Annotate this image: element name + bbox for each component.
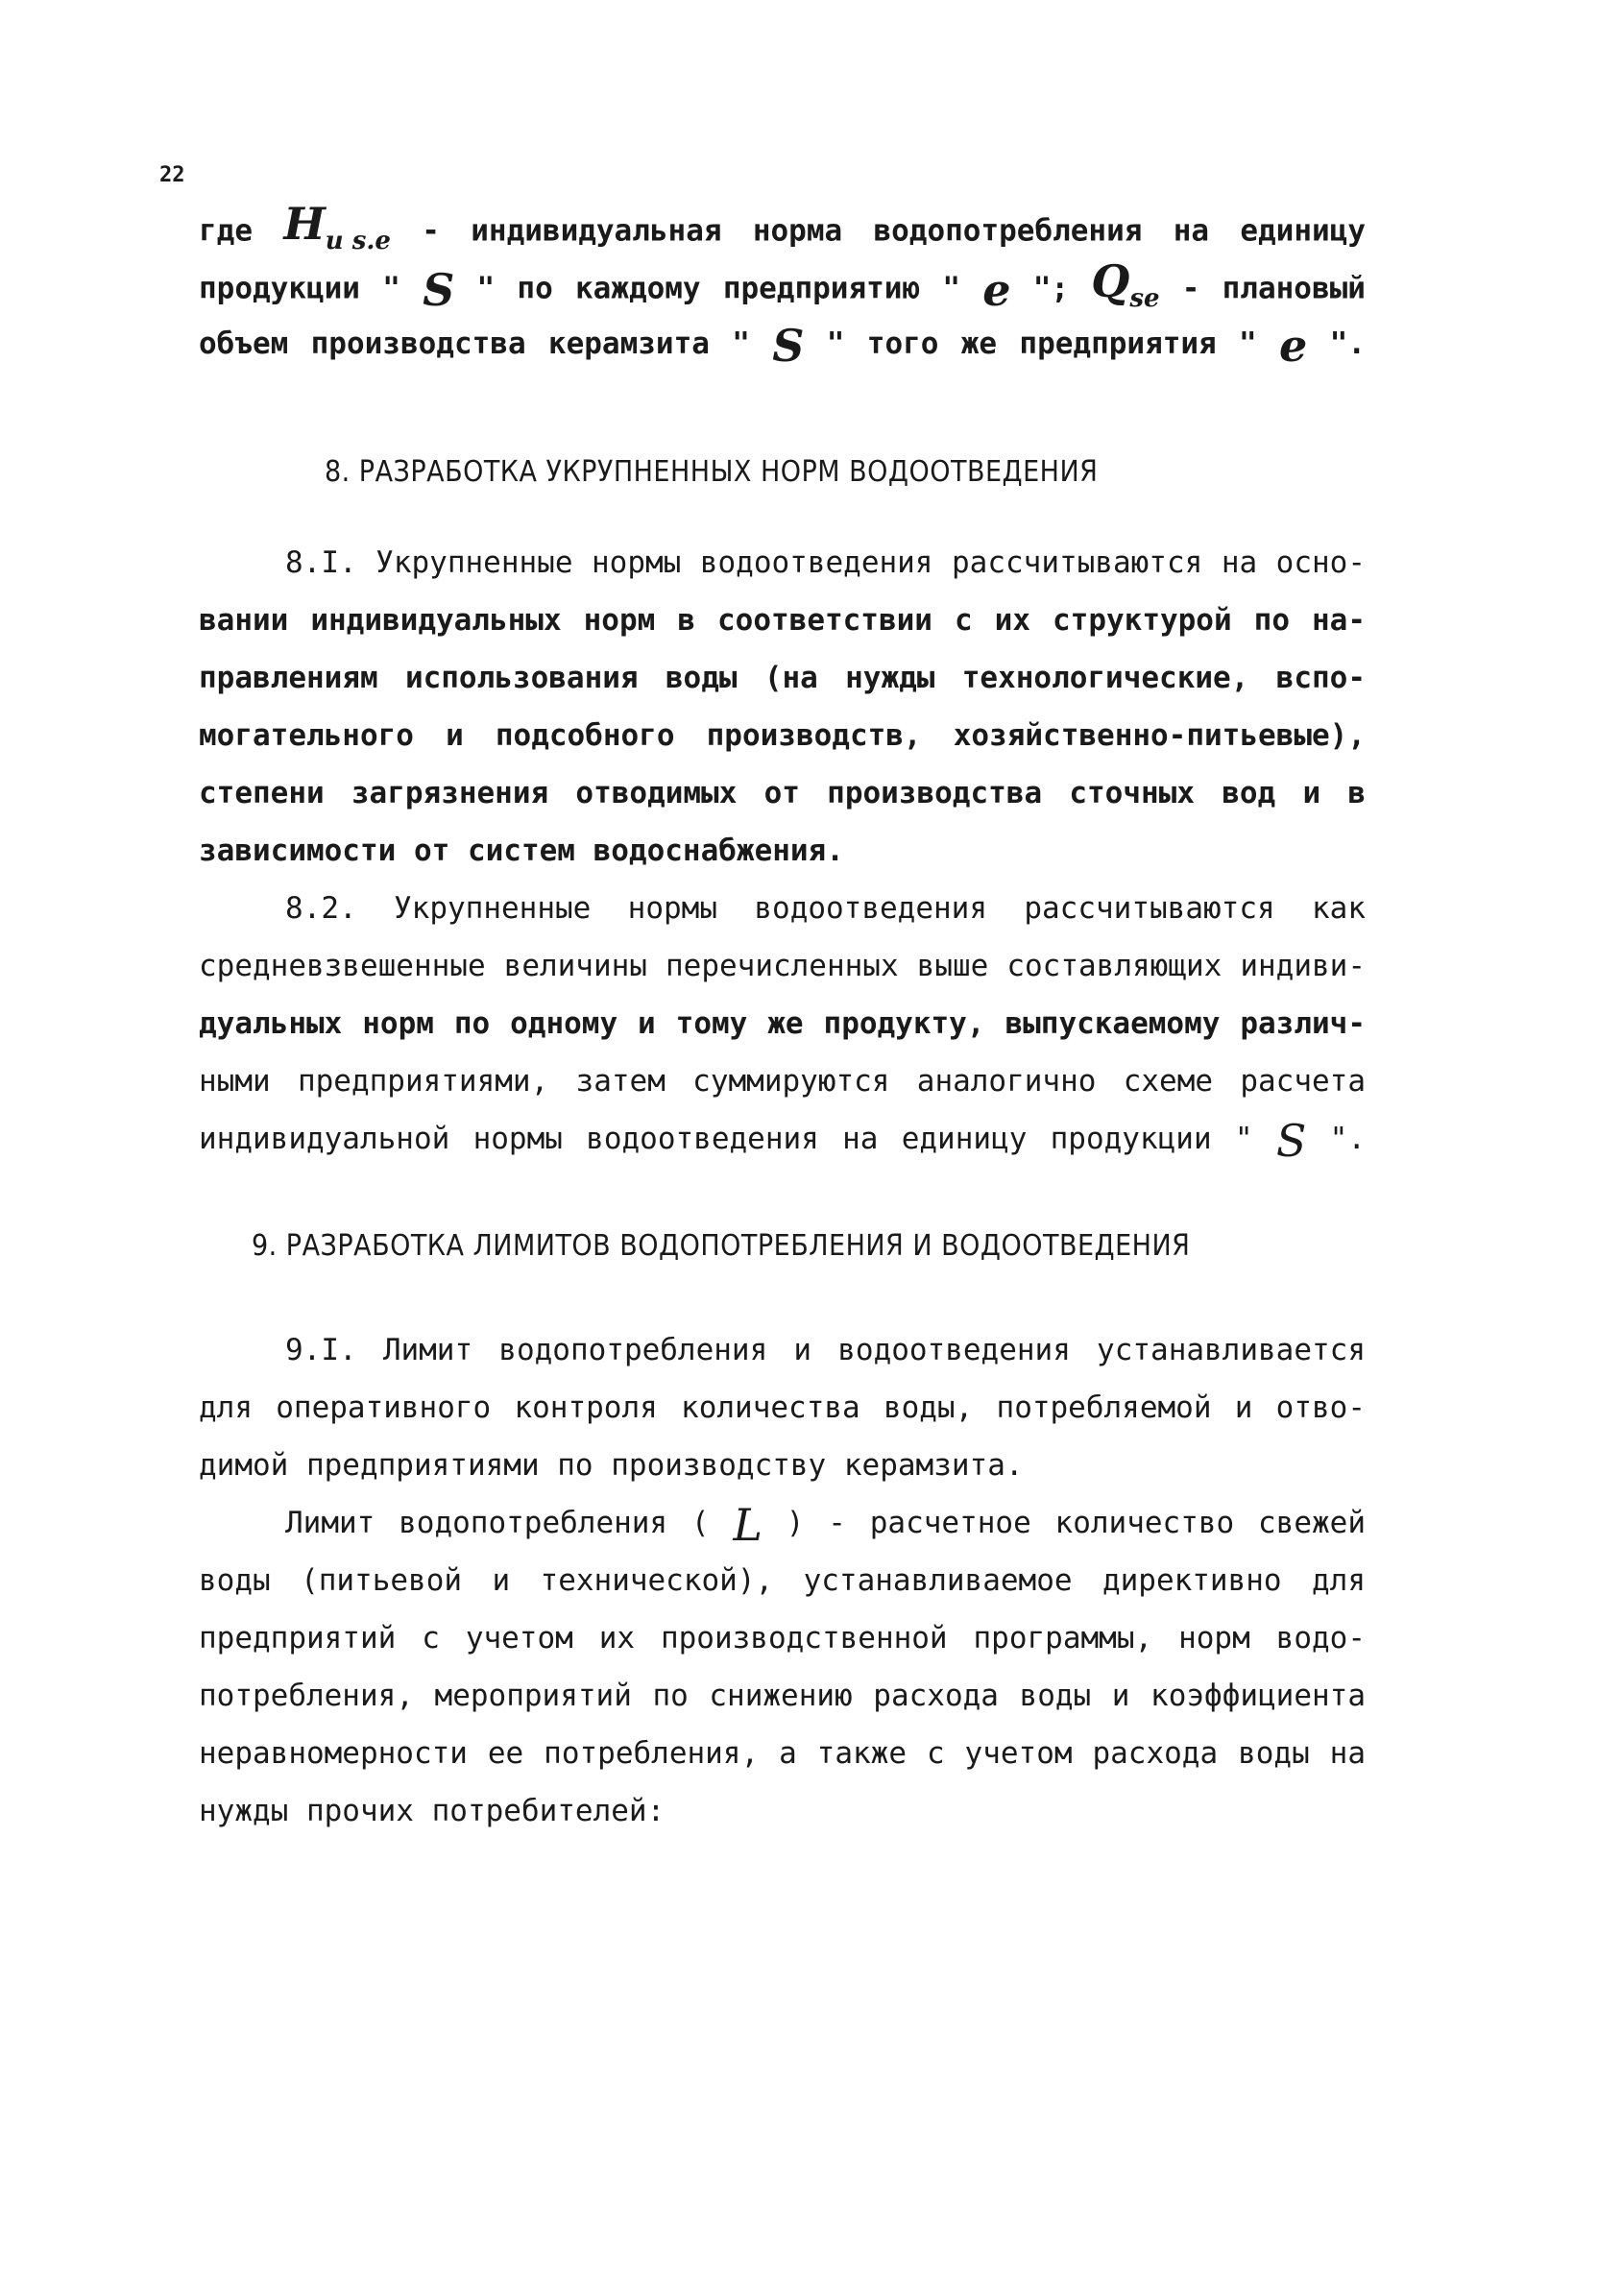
intro-text: ".: [1329, 326, 1366, 361]
section-8-p1-line: 8.I. Укрупненные нормы водоотведения рассчитываются на осно-: [285, 545, 1366, 580]
section-9-p1-line: 9.I. Лимит водопотребления и водоотведения устанавливается: [285, 1333, 1366, 1367]
formula-symbol-s: S: [423, 264, 455, 317]
section-9-p2-line: нужды прочих потребителей:: [199, 1794, 666, 1828]
section-9-text: Лимит водопотребления (: [285, 1506, 710, 1540]
intro-text: - индивидуальная норма водопотребления на единицу: [422, 213, 1366, 249]
formula-symbol-e: e: [982, 264, 1011, 317]
formula-symbol-h: $H_{u s.e}$: [283, 198, 391, 256]
section-9-p2-line: потребления, мероприятий по снижению расхода воды и коэффициента: [199, 1679, 1366, 1713]
section-8-p1-line: степени загрязнения отводимых от производства сточных вод и в: [199, 776, 1366, 810]
section-9-heading: 9. РАЗРАБОТКА ЛИМИТОВ ВОДОПОТРЕБЛЕНИЯ И ВОДООТВЕДЕНИЯ: [252, 1229, 1191, 1263]
section-9-p2-line: неравномерности ее потребления, а также с учетом расхода воды на: [199, 1736, 1366, 1771]
formula-symbol-s: S: [772, 319, 805, 372]
section-8-p2-line: ными предприятиями, затем суммируются аналогично схеме расчета: [199, 1064, 1366, 1099]
section-9-p2-line: предприятий с учетом их производственной программы, норм водо-: [199, 1621, 1366, 1656]
section-8-p1-line: зависимости от систем водоснабжения.: [199, 834, 844, 868]
section-8-p1-line: могательного и подсобного производств, хозяйственно-питьевые),: [199, 718, 1366, 753]
section-9-p2-line: воды (питьевой и технической), устанавливаемое директивно для: [199, 1563, 1366, 1598]
intro-text: продукции ": [199, 271, 400, 306]
intro-text: объем производства керамзита ": [199, 326, 750, 361]
section-8-p1-line: вании индивидуальных норм в соответствии с их структурой по на-: [199, 603, 1366, 638]
intro-text: ";: [1032, 271, 1070, 306]
section-8-text: индивидуальной нормы водоотведения на единицу продукции ": [199, 1122, 1253, 1156]
section-9-p1-line: для оперативного контроля количества воды, потребляемой и отво-: [199, 1390, 1366, 1425]
formula-symbol-e: e: [1279, 319, 1308, 372]
section-8-p2-line: 8.2. Укрупненные нормы водоотведения рассчитываются как: [285, 891, 1366, 926]
intro-line-2: [199, 255, 1366, 317]
section-9-p1-line: димой предприятиями по производству керамзита.: [199, 1448, 1024, 1483]
intro-word: где: [199, 213, 253, 249]
section-8-p2-line: средневзвешенные величины перечисленных выше составляющих индиви-: [199, 949, 1366, 983]
section-8-p1-line: правлениям использования воды (на нужды технологические, вспо-: [199, 661, 1366, 695]
section-8-p2-last-line: [199, 1114, 1366, 1167]
formula-symbol-q: $Q_{se}$: [1091, 255, 1160, 314]
formula-symbol-s: S: [1275, 1114, 1307, 1167]
formula-symbol-l: L: [733, 1498, 763, 1551]
section-9-text: ) - расчетное количество свежей: [786, 1506, 1367, 1540]
section-8-text: ".: [1329, 1122, 1366, 1156]
page-number: 22: [159, 163, 185, 187]
intro-line-3: [199, 319, 1366, 372]
intro-text: - плановый: [1181, 271, 1366, 306]
intro-line-1: [199, 198, 1366, 256]
section-8-heading: 8. РАЗРАБОТКА УКРУПНЕННЫХ НОРМ ВОДООТВЕДЕНИЯ: [325, 455, 1099, 489]
intro-text: " того же предприятия ": [826, 326, 1257, 361]
intro-text: " по каждому предприятию ": [476, 271, 960, 306]
section-8-p2-line: дуальных норм по одному и тому же продукту, выпускаемому различ-: [199, 1006, 1366, 1041]
section-9-p2-first-line: [285, 1498, 1367, 1551]
